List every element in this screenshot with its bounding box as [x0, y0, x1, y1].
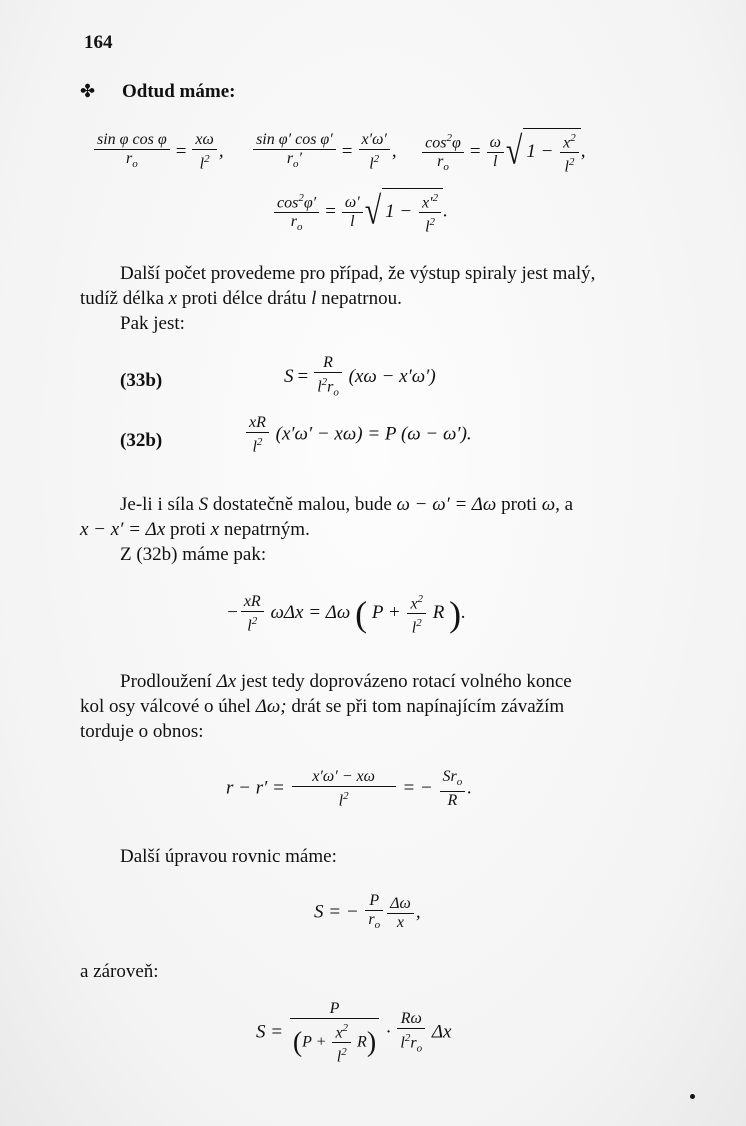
paragraph-5-line-1: Prodloužení Δx jest tedy doprovázeno rotací volného konce	[120, 671, 572, 692]
equation-label-33b: (33b)	[120, 370, 163, 391]
equation-s-first: S = − $\frac{P}{r_o}$ $\frac{\Delta\omega}{x}$ ,	[314, 892, 421, 932]
paragraph-5-line-2: kol osy válcové o úhel Δω; drát se při tom napínajícím závažím	[80, 696, 565, 717]
equation-33b: S = $\frac{R}{l^2r_o}$ (xω − x′ω′)	[284, 354, 436, 399]
intro-text: Odtud máme:	[122, 81, 236, 102]
paragraph-4: Z (32b) máme pak:	[120, 544, 267, 565]
paragraph-1-line-1: Další počet provedeme pro případ, že výstup spiraly jest malý,	[120, 263, 596, 284]
paragraph-3-line-2: x − x′ = Δx proti x nepatrným.	[80, 519, 310, 540]
paragraph-5-line-3: torduje o obnos:	[80, 721, 204, 742]
equation-s-final: S = P (P + $\frac{x^2}{l^2}$ R) · $\frac{R\omega}{l^2r_o}$ Δx	[256, 1000, 452, 1066]
paragraph-2: Pak jest:	[120, 313, 185, 334]
ink-dot	[690, 1094, 695, 1099]
equation-delta: − $\frac{xR}{l^2}$ ωΔx = Δω ( P + $\frac{x^2}{l^2}$ R ).	[226, 590, 466, 638]
paragraph-6: Další úpravou rovnic máme:	[120, 846, 337, 867]
equation-row-1: $\frac{\text{sin φ cos φ}}{r_o}$ = $\frac{x\omega}{l^2}$ , $\frac{\text{sin φ′ cos φ′}}{r_o'}$ = $\frac{x'\omega'}{l^2}$ , $\frac{\cos^2\varphi}{r_o}$ = $\frac{\omega}{l}$ √ 1 − $\frac{x^2}{l^2}$ ,	[92, 128, 586, 177]
equation-32b: $\frac{xR}{l^2}$ (x′ω′ − xω) = P (ω − ω′).	[244, 414, 472, 456]
page-number: 164	[84, 32, 113, 53]
paragraph-3-line-1: Je-li i síla S dostatečně malou, bude ω − ω′ = Δω proti ω, a	[120, 494, 574, 515]
paragraph-1-line-2: tudíž délka x proti délce drátu l nepatrnou.	[80, 288, 402, 309]
equation-torsion: r − r′ = $\frac{x'\omega' - x\omega}{l^2}$ = − $\frac{Sr_o}{R}$ .	[226, 768, 472, 810]
paragraph-7: a zároveň:	[80, 961, 159, 982]
equation-row-2: $\frac{\cos^2\varphi'}{r_o}$ = $\frac{\omega'}{l}$ √ 1 − $\frac{x'^2}{l^2}$ .	[272, 188, 448, 237]
ornament-icon: ✤	[80, 81, 96, 101]
equation-label-32b: (32b)	[120, 430, 163, 451]
